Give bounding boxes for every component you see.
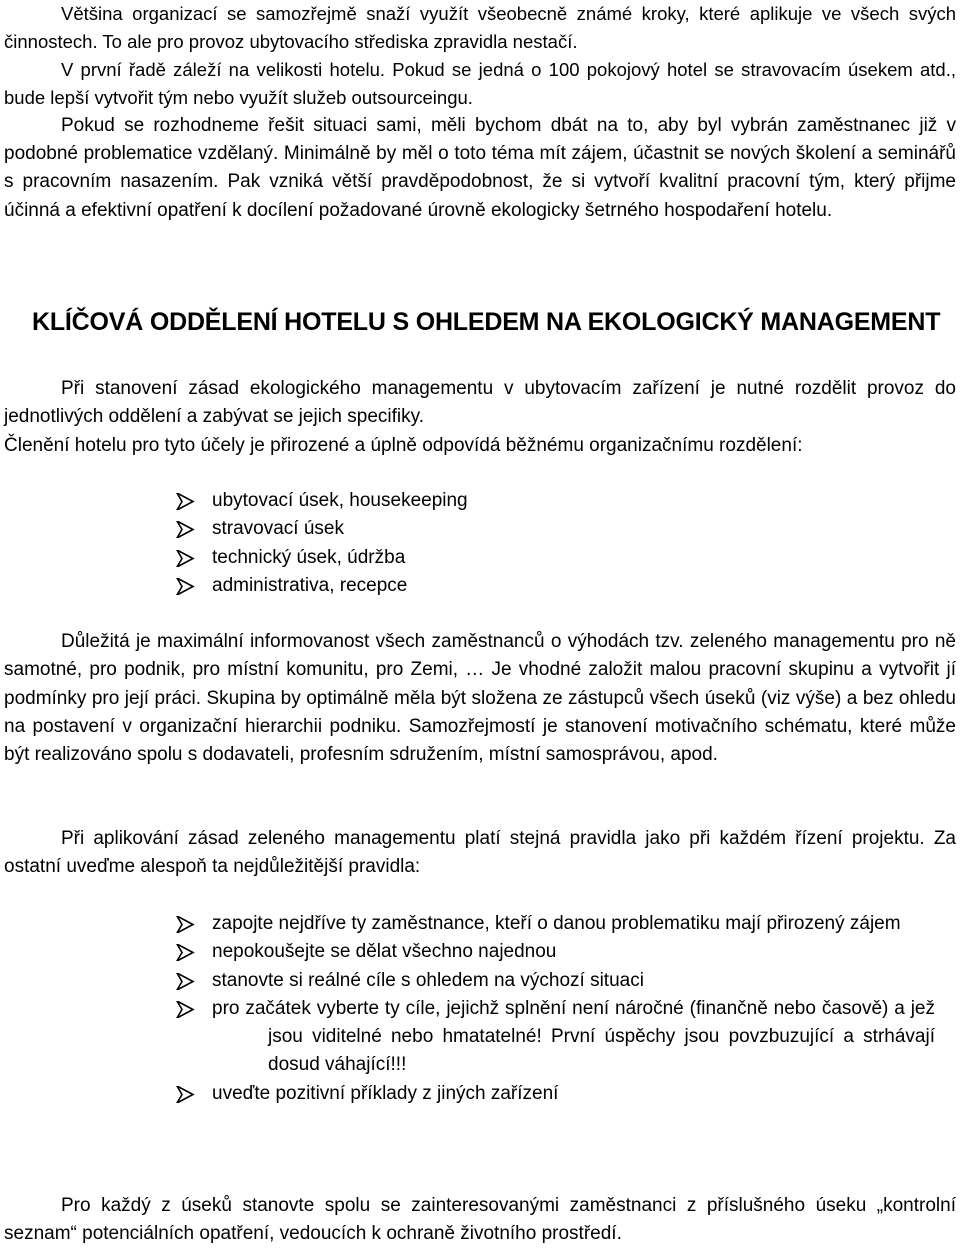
section-paragraph-5: Pro každý z úseků stanovte spolu se zainteresovanými zaměstnanci z příslušného úseku „kontrolní seznam“ potenciálních opatření, vedoucích k ochraně životního prostředí. [4, 1195, 956, 1245]
list-item-text: technický úsek, údržba [212, 546, 406, 568]
list-item [175, 487, 935, 515]
arrowhead-bullet-icon [175, 1086, 195, 1103]
list-item-text: uveďte pozitivní příklady z jiných zařízení [212, 1082, 559, 1104]
intro-paragraph-1: Většina organizací se samozřejmě snaží využít všeobecně známé kroky, které aplikuje ve všech svých činnostech. To ale pro provoz ubytovacího střediska zpravidla nestačí. [4, 3, 956, 53]
list-item [175, 544, 935, 572]
list-item [175, 995, 935, 1080]
arrowhead-bullet-icon [175, 916, 195, 933]
intro-paragraph-3: Pokud se rozhodneme řešit situaci sami, měli bychom dbát na to, aby byl vybrán zaměstnanec již v podobné problematice vzdělaný. Minimálně by měl o toto téma mít zájem, účastnit se nových školení a seminářů s pracovním nasazením. Pak vzniká větší pravděpodobnost, že si vytvoří kvalitní pracovní tým, který přijme účinná a efektivní opatření k docílení požadované úrovně ekologicky šetrného hospodaření hotelu. [4, 115, 956, 221]
list-item-text: stravovací úsek [212, 518, 344, 540]
arrowhead-bullet-icon [175, 493, 195, 510]
list-item-text: zapojte nejdříve ty zaměstnance, kteří o danou problematiku mají přirozený zájem [212, 913, 901, 934]
section-heading: KLÍČOVÁ ODDĚLENÍ HOTELU S OHLEDEM NA EKOLOGICKÝ MANAGEMENT [32, 308, 941, 336]
arrowhead-bullet-icon [175, 973, 195, 990]
list-item [175, 967, 935, 995]
list-item [175, 515, 935, 543]
list-item-text: ubytovací úsek, housekeeping [212, 490, 468, 511]
departments-list [175, 487, 935, 600]
arrowhead-bullet-icon [175, 521, 195, 538]
list-item-text: pro začátek vyberte ty cíle, jejichž splnění není náročné (finančně nebo časově) a jež jsou viditelné nebo hmatatelné! První úspěchy jsou povzbuzující a strhávají dosud váhající!!! [212, 997, 935, 1076]
list-item-text: stanovte si reálné cíle s ohledem na výchozí situaci [212, 969, 644, 991]
arrowhead-bullet-icon [175, 550, 195, 567]
intro-paragraph-2: V první řadě záleží na velikosti hotelu. Pokud se jedná o 100 pokojový hotel se stravovacím úsekem atd., bude lepší vytvořit tým nebo využít služeb outsourceingu. [4, 59, 956, 109]
section-paragraph-4: Při aplikování zásad zeleného managementu platí stejná pravidla jako při každém řízení projektu. Za ostatní uveďme alespoň ta nejdůležitější pravidla: [4, 828, 956, 878]
list-item [175, 938, 935, 966]
arrowhead-bullet-icon [175, 944, 195, 961]
section-paragraph-1: Při stanovení zásad ekologického managementu v ubytovacím zařízení je nutné rozdělit provoz do jednotlivých oddělení a zabývat se jejich specifiky. [4, 378, 956, 428]
list-item-text: administrativa, recepce [212, 574, 408, 596]
section-paragraph-3: Důležitá je maximální informovanost všech zaměstnanců o výhodách tzv. zeleného managementu pro ně samotné, pro podnik, pro místní komunitu, pro Zemi, … Je vhodné založit malou pracovní skupinu a vytvořit jí podmínky pro její práci. Skupina by optimálně měla být složena ze zástupců všech úseků (viz výše) a bez ohledu na postavení v organizační hierarchii podniku. Samozřejmostí je stanovení motivačního schématu, které může být realizováno spolu s dodavateli, profesním sdružením, místní samosprávou, apod. [4, 631, 956, 766]
list-item-text: nepokoušejte se dělat všechno najednou [212, 941, 557, 963]
rules-list [175, 910, 935, 1108]
list-item [175, 572, 935, 600]
list-item [175, 1080, 935, 1108]
section-paragraph-2: Členění hotelu pro tyto účely je přirozené a úplně odpovídá běžnému organizačnímu rozdělení: [4, 435, 803, 456]
arrowhead-bullet-icon [175, 1001, 195, 1018]
arrowhead-bullet-icon [175, 578, 195, 595]
list-item [175, 910, 935, 938]
